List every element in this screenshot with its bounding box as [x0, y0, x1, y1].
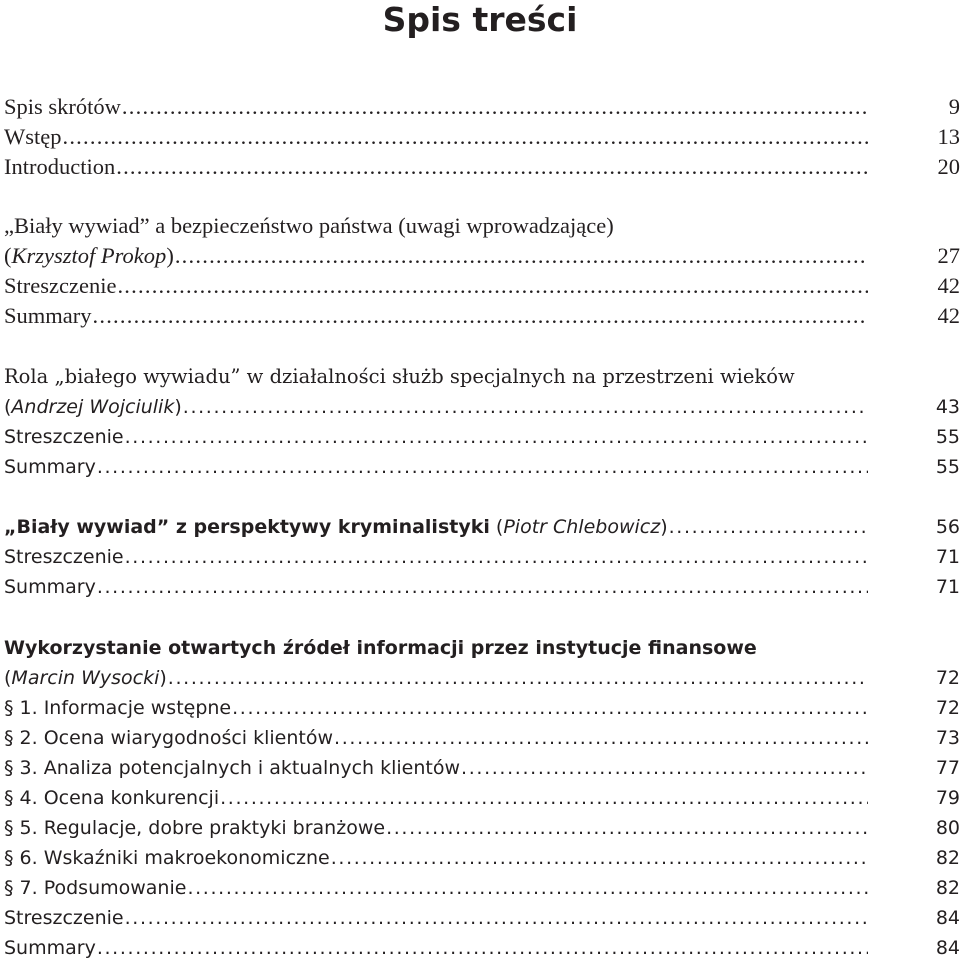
author-name: Andrzej Wojciulik: [11, 396, 175, 418]
dot-leader: [669, 512, 868, 542]
toc-entry[interactable]: [4, 512, 960, 542]
toc-entry[interactable]: [4, 452, 960, 482]
page-number: 80: [935, 817, 960, 839]
dot-leader: [125, 542, 868, 572]
entry-label: Summary: [4, 456, 96, 478]
dot-leader: [183, 392, 868, 422]
page-number: 27: [937, 243, 960, 268]
toc-entry[interactable]: [4, 392, 960, 422]
page-number: 43: [935, 396, 960, 418]
page-number: 72: [935, 697, 960, 719]
dot-leader: [220, 783, 868, 813]
toc-entry[interactable]: [4, 422, 960, 452]
page-number: 42: [937, 273, 960, 298]
dot-leader: [93, 301, 869, 331]
dot-leader: [122, 92, 868, 122]
chapter-title: Wykorzystanie otwartych źródeł informacji przez instytucje finansowe: [4, 637, 757, 659]
entry-label: Introduction: [4, 154, 116, 179]
entry-label: § 1. Informacje wstępne: [4, 697, 232, 719]
entry-label: Streszczenie: [4, 907, 124, 929]
page-number: 72: [935, 667, 960, 689]
page-number: 73: [935, 727, 960, 749]
toc-entry[interactable]: [4, 542, 960, 572]
page-number: 20: [937, 154, 960, 179]
dot-leader: [386, 813, 868, 843]
toc-entry[interactable]: [4, 241, 960, 271]
entry-label: § 4. Ocena konkurencji: [4, 787, 220, 809]
entry-label: § 6. Wskaźniki makroekonomiczne: [4, 847, 330, 869]
entry-label: Streszczenie: [4, 426, 124, 448]
dot-leader: [331, 843, 868, 873]
dot-leader: [168, 663, 868, 693]
dot-leader: [97, 572, 868, 602]
entry-label: (Marcin Wysocki): [4, 667, 167, 689]
entry-label: „Biały wywiad” z perspektywy kryminalistyki (Piotr Chlebowicz): [4, 516, 668, 538]
toc-entry[interactable]: [4, 572, 960, 602]
toc-chapter-heading: [4, 211, 960, 241]
entry-label: (Andrzej Wojciulik): [4, 396, 182, 418]
entry-label: § 7. Podsumowanie: [4, 877, 187, 899]
entry-label: Spis skrótów: [4, 94, 121, 119]
page-number: 82: [935, 847, 960, 869]
page-title: Spis treści: [382, 0, 578, 39]
entry-label: Summary: [4, 937, 96, 959]
toc-entry[interactable]: [4, 813, 960, 843]
dot-leader: [117, 271, 868, 301]
toc-chapter-heading: [4, 633, 960, 663]
toc-entry[interactable]: [4, 152, 960, 182]
author-name: Krzysztof Prokop: [11, 243, 167, 268]
dot-leader: [334, 723, 868, 753]
entry-label: § 3. Analiza potencjalnych i aktualnych klientów: [4, 757, 461, 779]
entry-label: Streszczenie: [4, 546, 124, 568]
page-number: 13: [937, 124, 960, 149]
toc-entry[interactable]: [4, 663, 960, 693]
page-number: 71: [935, 546, 960, 568]
entry-label: Streszczenie: [4, 273, 117, 298]
page-number: 9: [948, 94, 960, 119]
entry-label: Summary: [4, 303, 92, 328]
entry-label: Summary: [4, 576, 96, 598]
page-number: 56: [935, 516, 960, 538]
author-name: Marcin Wysocki: [11, 667, 160, 689]
author-name: Piotr Chlebowicz: [503, 516, 661, 538]
page-number: 42: [937, 303, 960, 328]
toc-entry[interactable]: [4, 271, 960, 301]
toc-entry[interactable]: [4, 301, 960, 331]
chapter-title: „Biały wywiad” a bezpieczeństwo państwa (uwagi wprowadzające): [4, 213, 614, 238]
toc-entry[interactable]: [4, 753, 960, 783]
dot-leader: [125, 422, 868, 452]
toc-entry[interactable]: [4, 873, 960, 903]
page-number: 84: [935, 907, 960, 929]
entry-label: (Krzysztof Prokop): [4, 243, 174, 268]
toc-chapter-heading: [4, 362, 960, 392]
toc-entry[interactable]: [4, 783, 960, 813]
dot-leader: [116, 152, 868, 182]
dot-leader: [97, 933, 868, 963]
page-number: 77: [935, 757, 960, 779]
page-number: 79: [935, 787, 960, 809]
chapter-title: Rola „białego wywiadu” w działalności służb specjalnych na przestrzeni wieków: [4, 365, 795, 388]
dot-leader: [62, 122, 868, 152]
page-number: 84: [935, 937, 960, 959]
entry-label: § 2. Ocena wiarygodności klientów: [4, 727, 334, 749]
dot-leader: [97, 452, 868, 482]
dot-leader: [125, 903, 868, 933]
toc-entry[interactable]: [4, 723, 960, 753]
toc-entry[interactable]: [4, 843, 960, 873]
toc-entry[interactable]: [4, 92, 960, 122]
toc-entry[interactable]: [4, 693, 960, 723]
page-number: 55: [935, 426, 960, 448]
chapter-title: „Biały wywiad” z perspektywy kryminalistyki: [4, 516, 490, 538]
dot-leader: [187, 873, 868, 903]
page-number: 71: [935, 576, 960, 598]
entry-label: Wstęp: [4, 124, 62, 149]
toc-entry[interactable]: [4, 933, 960, 963]
entry-label: § 5. Regulacje, dobre praktyki branżowe: [4, 817, 386, 839]
toc-entry[interactable]: [4, 122, 960, 152]
page-number: 82: [935, 877, 960, 899]
dot-leader: [175, 241, 868, 271]
page-number: 55: [935, 456, 960, 478]
toc-entry[interactable]: [4, 903, 960, 933]
dot-leader: [232, 693, 868, 723]
dot-leader: [461, 753, 868, 783]
